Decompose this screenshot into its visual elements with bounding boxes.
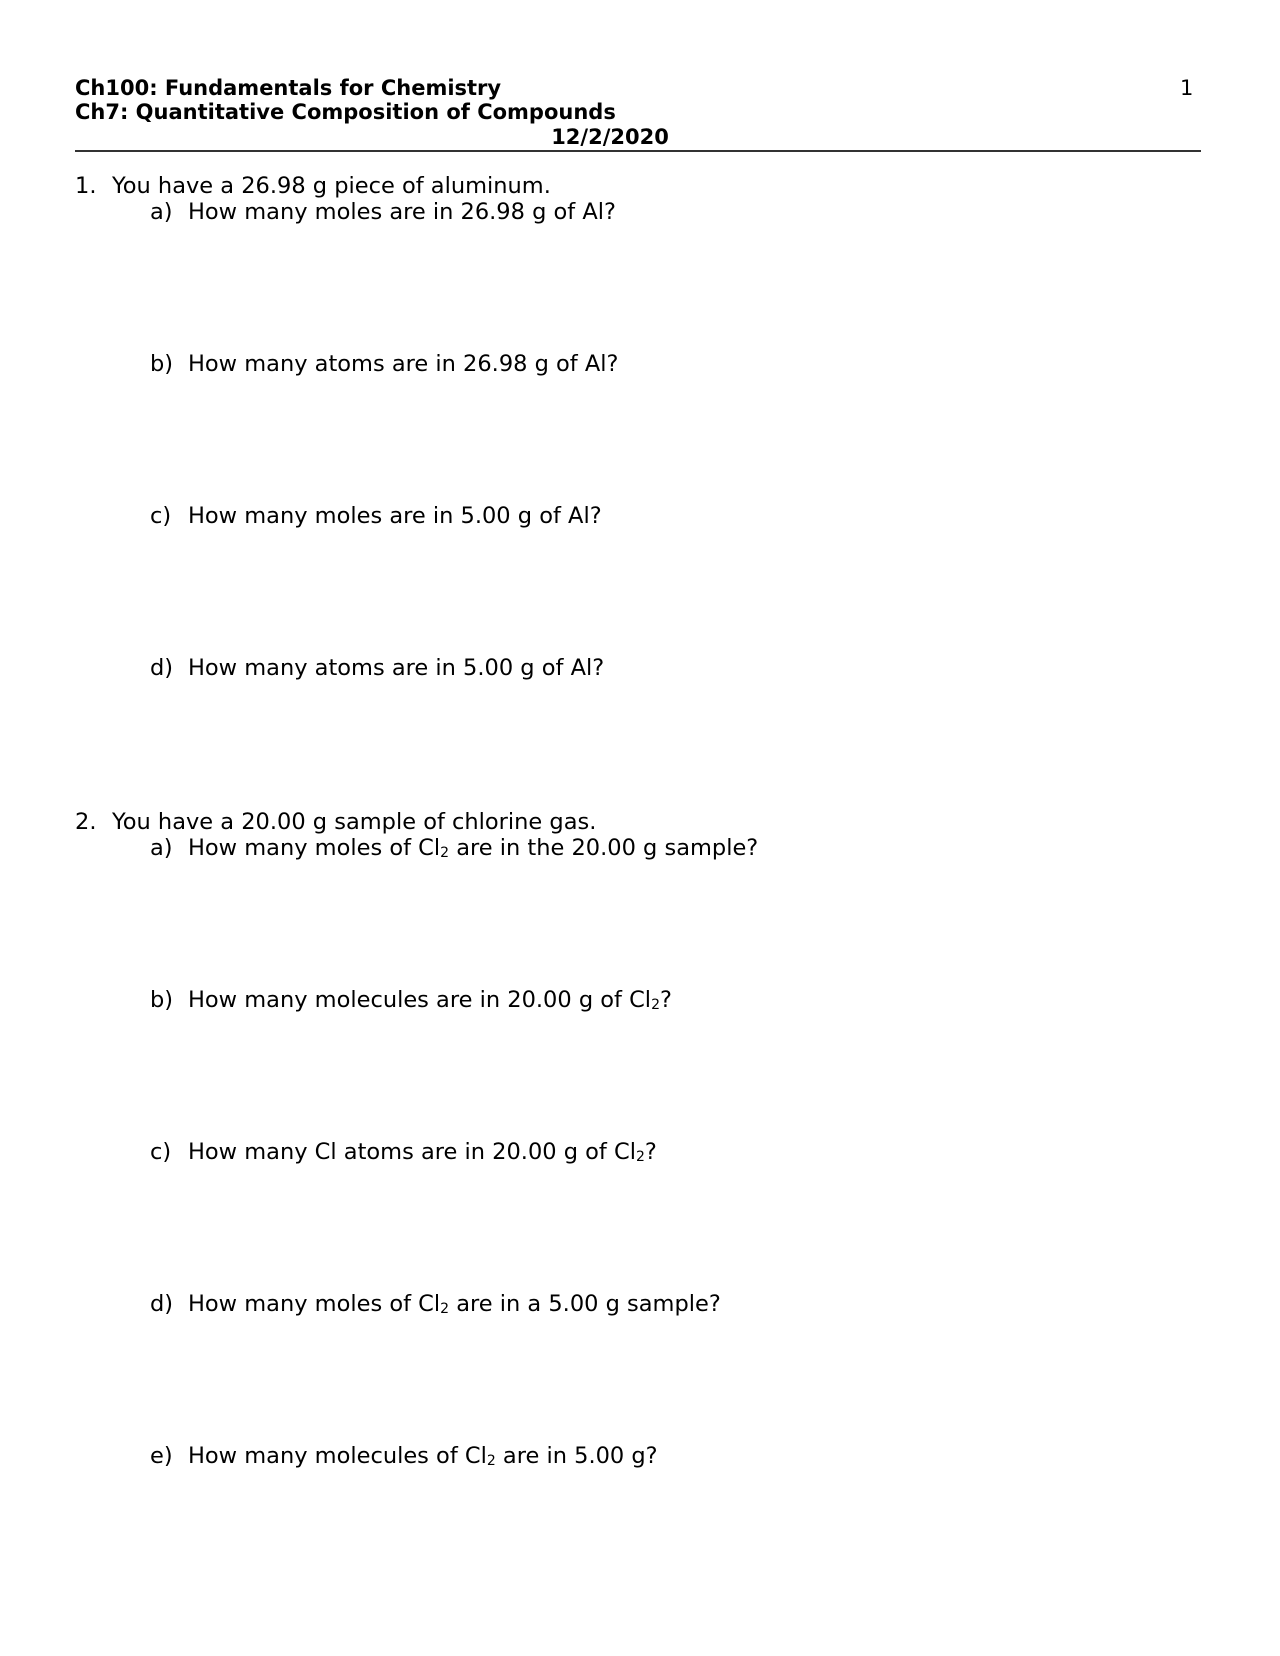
subscript-two: 2 xyxy=(440,1301,450,1317)
question-1c-text: How many moles are in 5.00 g of Al? xyxy=(188,503,602,529)
question-2d-text-end: are in a 5.00 g sample? xyxy=(449,1291,721,1317)
question-2a-text-end: are in the 20.00 g sample? xyxy=(449,835,759,861)
question-2a xyxy=(150,834,758,862)
question-2b-letter: b) xyxy=(150,987,174,1013)
question-2b-text-start: How many molecules are in 20.00 g of Cl xyxy=(188,987,652,1013)
question-2c-text-end: ? xyxy=(644,1139,657,1165)
question-1a-letter: a) xyxy=(150,199,173,225)
question-2c xyxy=(150,1138,657,1166)
question-1 xyxy=(75,172,551,200)
question-2-number: 2. xyxy=(75,809,97,835)
subscript-two: 2 xyxy=(651,997,660,1013)
question-2a-letter: a) xyxy=(150,835,173,861)
question-2e-text-end: are in 5.00 g? xyxy=(495,1443,658,1469)
question-1d-text: How many atoms are in 5.00 g of Al? xyxy=(188,655,605,681)
question-1d-letter: d) xyxy=(150,655,174,681)
question-1b-text: How many atoms are in 26.98 g of Al? xyxy=(188,351,619,377)
question-2b-text-end: ? xyxy=(659,987,672,1013)
question-2d xyxy=(150,1290,721,1318)
page-number: 1 xyxy=(1180,76,1194,100)
question-2e-text-start: How many molecules of Cl xyxy=(188,1443,487,1469)
worksheet-date: 12/2/2020 xyxy=(551,125,669,149)
question-1d xyxy=(150,654,604,682)
subscript-two: 2 xyxy=(486,1453,496,1469)
question-1a-text: How many moles are in 26.98 g of Al? xyxy=(188,199,616,225)
subscript-two: 2 xyxy=(440,845,450,861)
question-2a-text-start: How many moles of Cl xyxy=(188,835,441,861)
chapter-title: Ch7: Quantitative Composition of Compounds xyxy=(75,100,616,124)
question-1b-letter: b) xyxy=(150,351,174,377)
question-1-prompt: You have a 26.98 g piece of aluminum. xyxy=(112,173,551,199)
question-1b xyxy=(150,350,618,378)
question-2 xyxy=(75,808,596,836)
question-1c-letter: c) xyxy=(150,503,172,529)
header-divider xyxy=(75,150,1201,152)
course-title: Ch100: Fundamentals for Chemistry xyxy=(75,76,502,100)
question-2e-letter: e) xyxy=(150,1443,173,1469)
question-2e xyxy=(150,1442,658,1470)
question-2c-text-start: How many Cl atoms are in 20.00 g of Cl xyxy=(188,1139,636,1165)
subscript-two: 2 xyxy=(635,1149,645,1165)
question-1c xyxy=(150,502,602,530)
question-2c-letter: c) xyxy=(150,1139,172,1165)
question-2d-letter: d) xyxy=(150,1291,174,1317)
question-1a xyxy=(150,198,616,226)
question-2d-text-start: How many moles of Cl xyxy=(188,1291,441,1317)
question-2-prompt: You have a 20.00 g sample of chlorine gas. xyxy=(112,809,597,835)
question-1-number: 1. xyxy=(75,173,97,199)
question-2b xyxy=(150,986,672,1014)
